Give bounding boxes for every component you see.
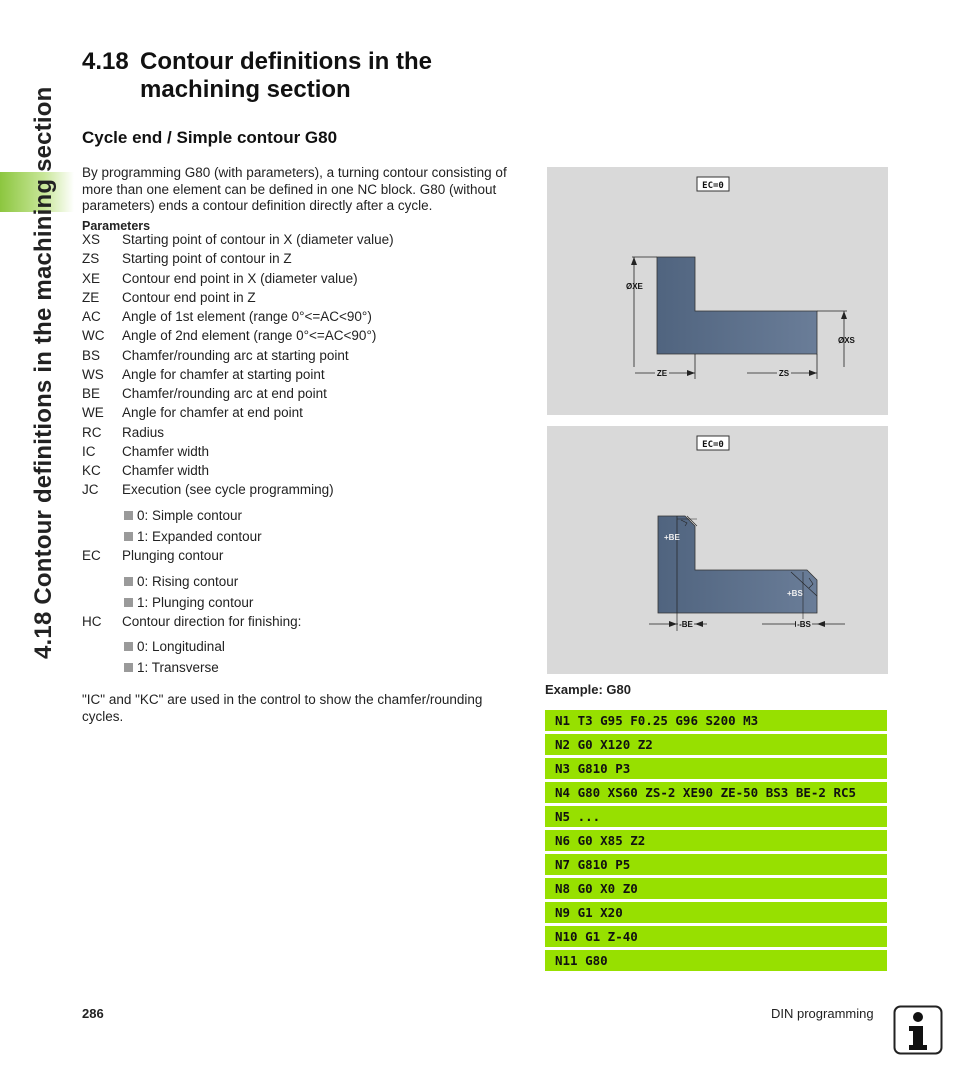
ze-label: ZE: [656, 369, 668, 378]
option-text: 0: Rising contour: [137, 574, 239, 589]
page-number: 286: [82, 1006, 104, 1021]
param-row: [82, 251, 292, 267]
bullet-square-icon: [124, 598, 133, 607]
be-arrow-left-icon: [695, 621, 703, 627]
param-desc: Contour end point in X (diameter value): [122, 271, 358, 286]
param-desc: Contour end point in Z: [122, 290, 256, 305]
code-line: N8 G0 X0 Z0: [545, 878, 887, 899]
page-title: [82, 48, 432, 104]
code-line: N7 G810 P5: [545, 854, 887, 875]
param-row: [82, 463, 209, 479]
workpiece-profile: [658, 516, 817, 613]
param-row: [82, 232, 394, 248]
code-line: N11 G80: [545, 950, 887, 971]
be-plus-label: +BE: [664, 533, 680, 542]
param-desc: Plunging contour: [122, 548, 224, 563]
param-code: RC: [82, 425, 102, 440]
title-line-2: machining section: [140, 76, 351, 103]
param-desc: Contour direction for finishing:: [122, 614, 302, 629]
param-code: WS: [82, 367, 104, 382]
bs-arrow-left-icon: [817, 621, 825, 627]
title-line-1: Contour definitions in the: [140, 48, 432, 75]
param-row: [82, 405, 303, 421]
option-text: 1: Plunging contour: [137, 595, 254, 610]
param-row: [82, 328, 376, 344]
option-text: 1: Transverse: [137, 660, 219, 675]
code-line: N1 T3 G95 F0.25 G96 S200 M3: [545, 710, 887, 731]
intro-paragraph: By programming G80 (with parameters), a turning contour consisting of more than one element can be defined in one NC block. G80 (without parameters) ends a contour definition directly after a cycle.: [82, 165, 507, 213]
workpiece-profile: [657, 257, 817, 354]
param-code: BE: [82, 386, 101, 401]
param-desc: Execution (see cycle programming): [122, 482, 334, 497]
param-row: [82, 548, 223, 564]
bs-minus-label: -BS: [797, 620, 811, 629]
zs-arrow-icon: [809, 370, 817, 376]
subheading: Cycle end / Simple contour G80: [82, 128, 338, 147]
option-item: [124, 508, 242, 524]
code-line: N10 G1 Z-40: [545, 926, 887, 947]
ec-tag-text: EC=0: [702, 440, 724, 450]
option-item: [124, 660, 219, 676]
section-number: 4.18: [82, 48, 129, 75]
param-code: KC: [82, 463, 101, 478]
param-row: [82, 367, 325, 383]
param-row: [82, 271, 358, 287]
ec-tag-text: EC=0: [702, 181, 724, 191]
code-line: N2 G0 X120 Z2: [545, 734, 887, 755]
be-arrow-right-icon: [669, 621, 677, 627]
param-code: BS: [82, 348, 101, 363]
xs-arrow-icon: [841, 311, 847, 319]
param-code: WE: [82, 405, 104, 420]
side-chapter-title: 4.18 Contour definitions in the machining section: [30, 86, 57, 659]
code-line: N6 G0 X85 Z2: [545, 830, 887, 851]
code-line: N4 G80 XS60 ZS-2 XE90 ZE-50 BS3 BE-2 RC5: [545, 782, 887, 803]
param-row: [82, 444, 209, 460]
bullet-square-icon: [124, 511, 133, 520]
figure-1-drawing: [547, 167, 888, 415]
param-desc: Radius: [122, 425, 165, 440]
param-code: ZS: [82, 251, 100, 266]
param-row: [82, 386, 327, 402]
option-text: 1: Expanded contour: [137, 529, 262, 544]
code-line: N3 G810 P3: [545, 758, 887, 779]
bullet-square-icon: [124, 577, 133, 586]
example-label: Example: G80: [545, 682, 631, 697]
option-text: 0: Longitudinal: [137, 639, 225, 654]
param-code: IC: [82, 444, 96, 459]
info-icon: [893, 1005, 943, 1055]
figure-simple-contour: [547, 167, 888, 415]
figure-2-drawing: [547, 426, 888, 674]
param-desc: Angle of 1st element (range 0°<=AC<90°): [122, 309, 372, 324]
param-code: ZE: [82, 290, 100, 305]
code-line: N5 ...: [545, 806, 887, 827]
option-item: [124, 595, 253, 611]
param-code: XS: [82, 232, 101, 247]
param-desc: Chamfer/rounding arc at starting point: [122, 348, 349, 363]
param-code: XE: [82, 271, 101, 286]
param-desc: Chamfer width: [122, 463, 210, 478]
zs-label: ZS: [778, 369, 790, 378]
param-code: HC: [82, 614, 102, 629]
bs-plus-label: +BS: [787, 589, 803, 598]
param-code: JC: [82, 482, 99, 497]
param-desc: Angle for chamfer at end point: [122, 405, 303, 420]
footer-section: DIN programming: [771, 1006, 874, 1021]
code-line: N9 G1 X20: [545, 902, 887, 923]
option-text: 0: Simple contour: [137, 508, 243, 523]
param-desc: Chamfer/rounding arc at end point: [122, 386, 327, 401]
param-row: [82, 348, 349, 364]
option-item: [124, 639, 225, 655]
param-code: EC: [82, 548, 101, 563]
xe-arrow-icon: [631, 257, 637, 265]
option-item: [124, 529, 262, 545]
param-row: [82, 290, 256, 306]
param-desc: Chamfer width: [122, 444, 210, 459]
param-desc: Angle for chamfer at starting point: [122, 367, 325, 382]
param-desc: Angle of 2nd element (range 0°<=AC<90°): [122, 328, 377, 343]
xe-label: ØXE: [626, 282, 643, 291]
param-row: [82, 614, 301, 630]
chamfer-note: "IC" and "KC" are used in the control to show the chamfer/rounding cycles.: [82, 692, 483, 724]
parameters-heading: Parameters: [82, 219, 151, 233]
param-row: [82, 425, 164, 441]
param-desc: Starting point of contour in Z: [122, 251, 292, 266]
param-code: WC: [82, 328, 105, 343]
bullet-square-icon: [124, 642, 133, 651]
bullet-square-icon: [124, 663, 133, 672]
param-row: [82, 482, 334, 498]
figure-chamfer-contour: [547, 426, 888, 674]
bullet-square-icon: [124, 532, 133, 541]
param-desc: Starting point of contour in X (diameter value): [122, 232, 394, 247]
be-minus-label: -BE: [679, 620, 693, 629]
ze-arrow-icon: [687, 370, 695, 376]
param-code: AC: [82, 309, 101, 324]
option-item: [124, 574, 238, 590]
param-row: [82, 309, 372, 325]
xs-label: ØXS: [838, 336, 855, 345]
